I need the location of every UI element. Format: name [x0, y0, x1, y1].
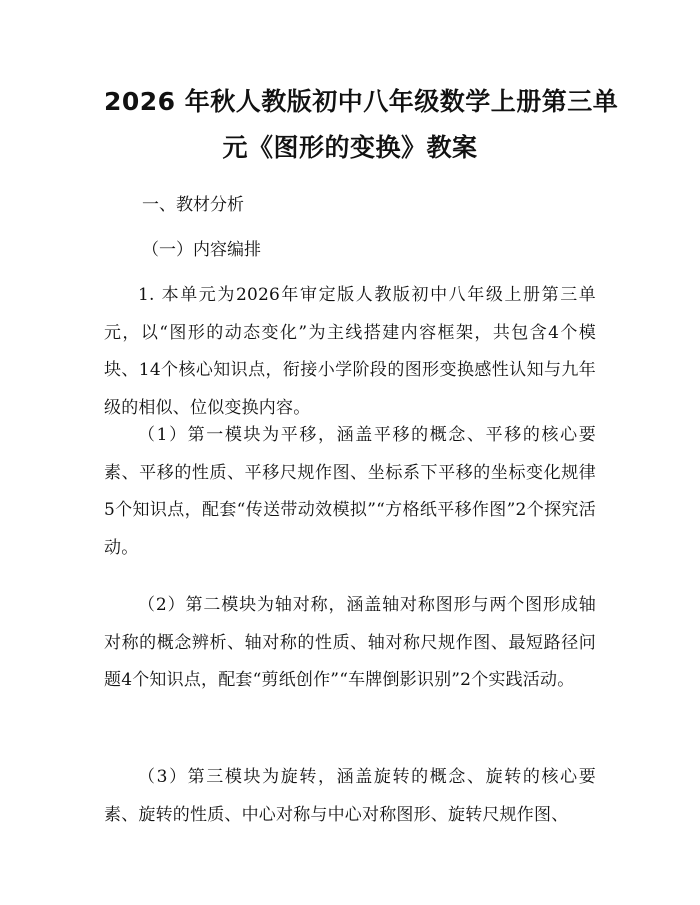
- paragraph-intro: 1. 本单元为2026年审定版人教版初中八年级上册第三单元，以“图形的动态变化”为主线搭建内容框架，共包含4个模块、14个核心知识点，衔接小学阶段的图形变换感性认知与九年级的相似、位似变换内容。: [104, 285, 596, 418]
- subsection-heading: （一）内容编排: [142, 240, 261, 260]
- paragraph-module-rotation: （3）第三模块为旋转，涵盖旋转的概念、旋转的核心要素、旋转的性质、中心对称与中心对称图形、旋转尺规作图、: [104, 767, 596, 825]
- document-title-line-1: 2026 年秋人教版初中八年级数学上册第三单: [104, 87, 619, 116]
- section-heading: 一、教材分析: [142, 195, 244, 215]
- document-title-line-2: 元《图形的变换》教案: [222, 133, 478, 162]
- paragraph-module-axial-symmetry: （2）第二模块为轴对称，涵盖轴对称图形与两个图形成轴对称的概念辨析、轴对称的性质、轴对称尺规作图、最短路径问题4个知识点，配套“剪纸创作”“车牌倒影识别”2个实践活动。: [104, 595, 596, 690]
- paragraph-module-translation: （1）第一模块为平移，涵盖平移的概念、平移的核心要素、平移的性质、平移尺规作图、坐标系下平移的坐标变化规律5个知识点，配套“传送带动效模拟”“方格纸平移作图”2个探究活动。: [104, 425, 596, 558]
